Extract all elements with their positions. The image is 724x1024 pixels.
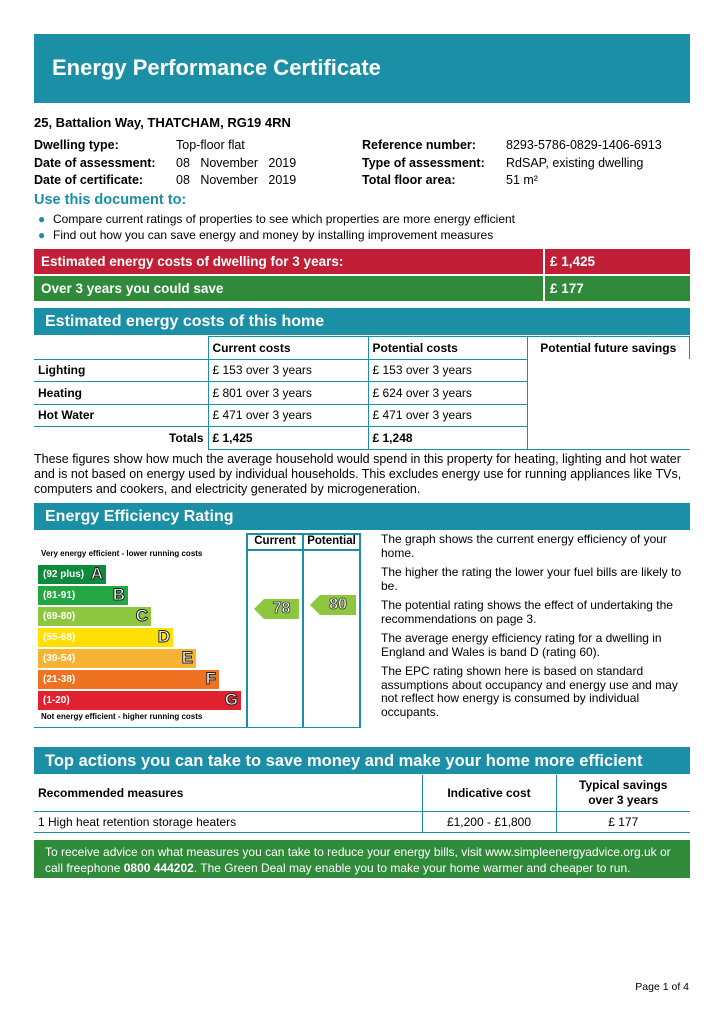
costs-section-title: Estimated energy costs of this home — [34, 308, 690, 335]
measure-cost: £1,200 - £1,800 — [422, 811, 556, 832]
detail-label: Total floor area: — [362, 173, 456, 187]
detail-value: Top-floor flat — [176, 138, 245, 152]
current-rating-arrow — [254, 599, 299, 619]
detail-value: 8293-5786-0829-1406-6913 — [506, 138, 662, 152]
certificate-header — [34, 34, 690, 103]
column-header — [556, 775, 690, 811]
detail-value: 08 November 2019 — [176, 155, 297, 170]
advice-text: To receive advice on what measures you can take to reduce your energy bills, visit www.simpleenergyadvice.org.uk or call freephone — [45, 845, 671, 875]
table-row — [34, 359, 690, 382]
detail-label: Type of assessment: — [362, 155, 485, 170]
use-document-title: Use this document to: — [34, 192, 187, 208]
estimated-cost-bar — [34, 249, 690, 274]
detail-label: Date of certificate: — [34, 173, 144, 187]
page-title: Energy Performance Certificate — [52, 55, 381, 80]
rating-band-g — [38, 691, 241, 710]
band-range: (1-20) — [43, 695, 70, 706]
savings-bar — [34, 276, 690, 301]
potential-cost: £ 624 over 3 years — [368, 382, 527, 405]
detail-label: Reference number: — [362, 138, 476, 152]
potential-cost: £ 471 over 3 years — [368, 404, 527, 427]
use-bullet — [38, 228, 493, 242]
efficiency-paragraph: The average energy efficiency rating for a dwelling in England and Wales is band D (rating 60). — [381, 631, 662, 659]
band-letter: A — [90, 564, 103, 583]
arrow-tip-icon — [310, 595, 320, 615]
column-header: Current costs — [208, 337, 368, 360]
inefficient-label: Not energy efficient - higher running costs — [41, 712, 203, 721]
potential-rating-arrow — [310, 595, 356, 615]
band-range: (81-91) — [43, 590, 76, 601]
efficiency-explanation — [381, 533, 689, 725]
current-rating-value: 78 — [264, 599, 299, 619]
efficiency-paragraph: The graph shows the current energy efficiency of your home. — [381, 532, 667, 560]
column-header: Potential costs — [368, 337, 527, 360]
detail-label: Date of assessment: — [34, 155, 156, 170]
band-range: (92 plus) — [43, 569, 85, 580]
potential-cost: £ 153 over 3 years — [368, 359, 527, 382]
band-range: (21-38) — [43, 674, 76, 685]
rating-band-b — [38, 586, 128, 605]
band-range: (55-68) — [43, 632, 76, 643]
efficiency-section-title: Energy Efficiency Rating — [34, 503, 690, 530]
current-cost: £ 153 over 3 years — [208, 359, 368, 382]
band-range: (39-54) — [43, 653, 76, 664]
savings-header-line: over 3 years — [588, 792, 659, 807]
column-header: Recommended measures — [34, 775, 422, 811]
arrow-tip-icon — [254, 599, 264, 619]
band-letter: B — [112, 585, 125, 604]
detail-value: 51 m² — [506, 173, 538, 187]
potential-column-header: Potential — [307, 535, 356, 547]
costs-explanation: These figures show how much the average household would spend in this property for heating, lighting and hot water and is not based on energy used by individual households. This excludes energy use for running appliances like TVs, computers and cookers, and electricity generated by microgeneration. — [34, 452, 682, 496]
actions-table — [34, 775, 690, 833]
band-letter: G — [224, 690, 238, 709]
current-column-header: Current — [254, 535, 296, 547]
current-cost: £ 801 over 3 years — [208, 382, 368, 405]
rating-band-e — [38, 649, 196, 668]
costs-table — [34, 336, 690, 450]
efficient-label: Very energy efficient - lower running costs — [41, 549, 203, 558]
band-letter: C — [135, 606, 148, 625]
column-header: Indicative cost — [422, 775, 556, 811]
bullet-text: Find out how you can save energy and money by installing improvement measures — [53, 228, 494, 242]
detail-label: Dwelling type: — [34, 138, 119, 152]
band-letter: D — [157, 627, 170, 646]
potential-rating-value: 80 — [320, 595, 356, 615]
rating-band-d — [38, 628, 173, 647]
rating-band-c — [38, 607, 151, 626]
advice-box — [34, 840, 690, 878]
savings-label: Over 3 years you could save — [41, 281, 224, 296]
detail-value: RdSAP, existing dwelling — [506, 155, 644, 170]
totals-label: Totals — [34, 427, 208, 450]
rating-band-a — [38, 565, 106, 584]
bullet-text: Compare current ratings of properties to see which properties are more energy efficient — [53, 212, 516, 226]
band-letter: E — [181, 648, 193, 667]
current-cost: £ 471 over 3 years — [208, 404, 368, 427]
bullet-icon: ● — [38, 212, 46, 226]
table-row — [34, 811, 690, 832]
row-label: Hot Water — [34, 404, 208, 427]
details-left — [34, 137, 296, 190]
savings-value: £ 177 — [550, 281, 584, 296]
page-number: Page 1 of 4 — [635, 981, 689, 993]
total-potential: £ 1,248 — [368, 427, 527, 450]
efficiency-paragraph: The potential rating shows the effect of undertaking the recommendations on page 3. — [381, 598, 673, 626]
table-header-row — [34, 775, 690, 811]
rating-band-f — [38, 670, 219, 689]
bullet-icon: ● — [38, 228, 46, 242]
efficiency-chart — [34, 533, 361, 728]
detail-value: 08 November 2019 — [176, 173, 297, 187]
efficiency-paragraph: The EPC rating shown here is based on standard assumptions about occupancy and energy use and may not reflect how energy is consumed by individual occupants. — [381, 664, 678, 719]
row-label: Lighting — [34, 359, 208, 382]
details-right — [362, 137, 662, 190]
efficiency-paragraph: The higher the rating the lower your fuel bills are likely to be. — [381, 565, 682, 593]
measure-name: 1 High heat retention storage heaters — [34, 811, 422, 832]
table-header-row — [34, 337, 690, 360]
column-header: Potential future savings — [527, 337, 690, 360]
estimated-cost-label: Estimated energy costs of dwelling for 3 years: — [41, 254, 344, 269]
total-current: £ 1,425 — [208, 427, 368, 450]
savings-header-line: Typical savings — [579, 777, 668, 792]
actions-section-title: Top actions you can take to save money and make your home more efficient — [34, 747, 690, 774]
band-letter: F — [205, 669, 216, 688]
use-bullet — [38, 212, 515, 226]
row-label: Heating — [34, 382, 208, 405]
band-range: (69-80) — [43, 611, 76, 622]
property-address: 25, Battalion Way, THATCHAM, RG19 4RN — [34, 115, 291, 130]
advice-text: . The Green Deal may enable you to make your home warmer and cheaper to run. — [193, 861, 631, 875]
freephone-number: 0800 444202 — [123, 861, 194, 875]
measure-saving: £ 177 — [556, 811, 690, 832]
estimated-cost-value: £ 1,425 — [550, 254, 596, 269]
